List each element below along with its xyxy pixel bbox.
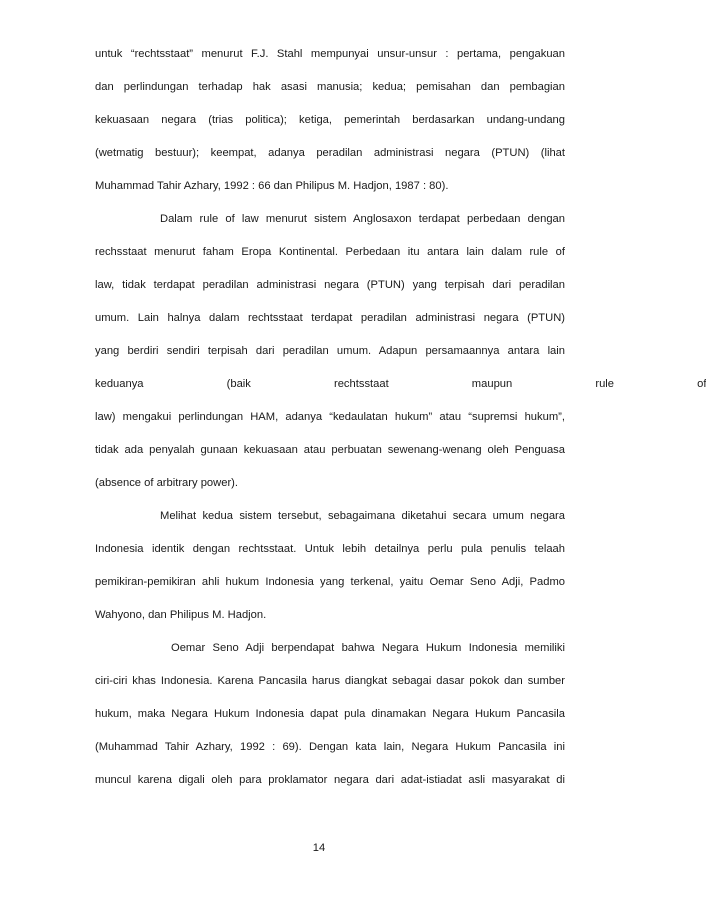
body-line: (wetmatig bestuur); keempat, adanya peradilan administrasi negara (PTUN) (lihat <box>95 147 565 159</box>
body-line: (Muhammad Tahir Azhary, 1992 : 69). Dengan kata lain, Negara Hukum Pancasila ini <box>95 741 565 753</box>
body-line: law, tidak terdapat peradilan administrasi negara (PTUN) yang terpisah dari peradilan <box>95 279 565 291</box>
body-line: keduanya (baik rechtsstaat maupun rule of <box>95 378 706 390</box>
paragraph-first-line: Melihat kedua sistem tersebut, sebagaimana diketahui secara umum negara <box>160 510 565 522</box>
body-line: umum. Lain halnya dalam rechtsstaat terdapat peradilan administrasi negara (PTUN) <box>95 312 565 324</box>
paragraph-first-line: Oemar Seno Adji berpendapat bahwa Negara Hukum Indonesia memiliki <box>171 642 565 654</box>
body-line: ciri-ciri khas Indonesia. Karena Pancasila harus diangkat sebagai dasar pokok dan sumber <box>95 675 565 687</box>
body-line: Wahyono, dan Philipus M. Hadjon. <box>95 609 267 621</box>
body-line: (absence of arbitrary power). <box>95 477 239 489</box>
body-line: muncul karena digali oleh para proklamator negara dari adat-istiadat asli masyarakat di <box>95 774 565 786</box>
page-number: 14 <box>312 842 326 854</box>
body-line: rechsstaat menurut faham Eropa Kontinental. Perbedaan itu antara lain dalam rule of <box>95 246 565 258</box>
body-line: Muhammad Tahir Azhary, 1992 : 66 dan Philipus M. Hadjon, 1987 : 80). <box>95 180 449 192</box>
body-line: hukum, maka Negara Hukum Indonesia dapat pula dinamakan Negara Hukum Pancasila <box>95 708 565 720</box>
body-line: untuk “rechtsstaat” menurut F.J. Stahl mempunyai unsur-unsur : pertama, pengakuan <box>95 48 565 60</box>
body-line: Indonesia identik dengan rechtsstaat. Untuk lebih detailnya perlu pula penulis telaah <box>95 543 565 555</box>
body-line: pemikiran-pemikiran ahli hukum Indonesia yang terkenal, yaitu Oemar Seno Adji, Padmo <box>95 576 565 588</box>
body-line: kekuasaan negara (trias politica); ketiga, pemerintah berdasarkan undang-undang <box>95 114 565 126</box>
body-line: yang berdiri sendiri terpisah dari peradilan umum. Adapun persamaannya antara lain <box>95 345 565 357</box>
body-line: tidak ada penyalah gunaan kekuasaan atau perbuatan sewenang-wenang oleh Penguasa <box>95 444 565 456</box>
body-line: dan perlindungan terhadap hak asasi manusia; kedua; pemisahan dan pembagian <box>95 81 565 93</box>
body-line: law) mengakui perlindungan HAM, adanya “kedaulatan hukum” atau “supremsi hukum”, <box>95 411 565 423</box>
paragraph-first-line: Dalam rule of law menurut sistem Anglosaxon terdapat perbedaan dengan <box>160 213 565 225</box>
